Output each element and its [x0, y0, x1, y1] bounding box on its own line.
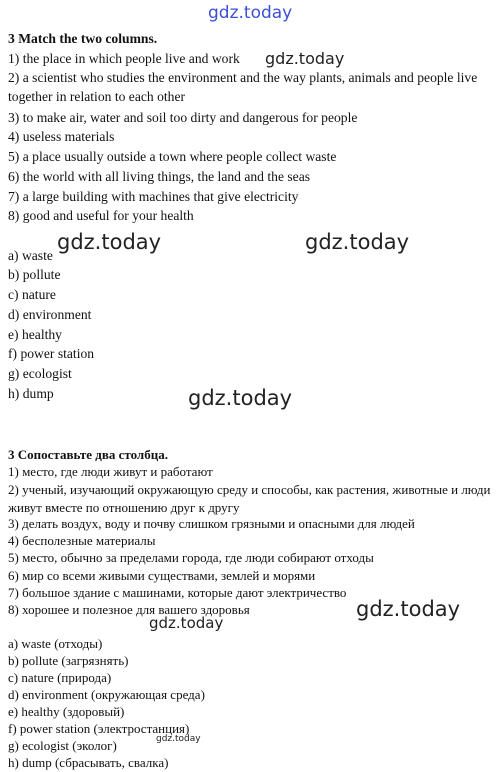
definition-item: 8) good and useful for your health — [8, 208, 194, 223]
exercise-title-en: 3 Match the two columns. — [8, 31, 158, 46]
definition-item-ru: 8) хорошее и полезное для вашего здоровья — [8, 602, 250, 617]
definition-item: 6) the world with all living things, the land and the seas — [8, 169, 311, 184]
word-option-ru: a) waste (отходы) — [8, 636, 103, 651]
watermark: gdz.today — [149, 614, 224, 632]
watermark: gdz.today — [305, 230, 410, 254]
definition-item-ru: 3) делать воздух, воду и почву слишком грязными и опасными для людей — [8, 516, 415, 531]
word-option: g) ecologist — [8, 366, 72, 381]
word-option: h) dump — [8, 386, 54, 401]
word-option-ru: d) environment (окружающая среда) — [8, 687, 205, 702]
watermark: gdz.today — [57, 230, 162, 254]
word-option-ru: b) pollute (загрязнять) — [8, 653, 129, 668]
definition-item: 1) the place in which people live and work — [8, 51, 240, 66]
word-option: f) power station — [8, 346, 95, 361]
definition-item: 7) a large building with machines that give electricity — [8, 189, 299, 204]
definition-item-ru: 6) мир со всеми живыми существами, землей и морями — [8, 568, 316, 583]
word-option-ru: h) dump (сбрасывать, свалка) — [8, 755, 169, 770]
word-option: d) environment — [8, 307, 92, 322]
word-option: b) pollute — [8, 267, 61, 282]
exercise-title-ru: 3 Сопоставьте два столбца. — [8, 447, 168, 462]
watermark-top: gdz.today — [208, 3, 293, 23]
definition-item-ru: 5) место, обычно за пределами города, где люди собирают отходы — [8, 550, 374, 565]
word-option-ru: f) power station (электростанция) — [8, 721, 190, 736]
word-option: a) waste — [8, 248, 53, 263]
definition-item: 2) a scientist who studies the environment and the way plants, animals and people live together in relation to each other — [8, 70, 478, 104]
word-option: c) nature — [8, 287, 56, 302]
watermark: gdz.today — [265, 49, 345, 68]
watermark: gdz.today — [188, 386, 293, 410]
watermark: gdz.today — [156, 734, 201, 744]
definition-item-ru: 1) место, где люди живут и работают — [8, 464, 213, 479]
definition-item-ru: 7) большое здание с машинами, которые дают электричество — [8, 585, 347, 600]
word-option-ru: c) nature (природа) — [8, 670, 112, 685]
definition-item: 3) to make air, water and soil too dirty and dangerous for people — [8, 110, 358, 125]
definition-item: 5) a place usually outside a town where people collect waste — [8, 149, 337, 164]
watermark: gdz.today — [356, 597, 461, 621]
word-option: e) healthy — [8, 327, 62, 342]
word-option-ru: e) healthy (здоровый) — [8, 704, 125, 719]
definition-item-ru: 2) ученый, изучающий окружающую среду и способы, как растения, животные и люди живут вместе по отношению друг к другу — [8, 482, 491, 515]
word-option-ru: g) ecologist (эколог) — [8, 738, 117, 753]
definition-item: 4) useless materials — [8, 129, 115, 144]
definition-item-ru: 4) бесполезные материалы — [8, 533, 156, 548]
